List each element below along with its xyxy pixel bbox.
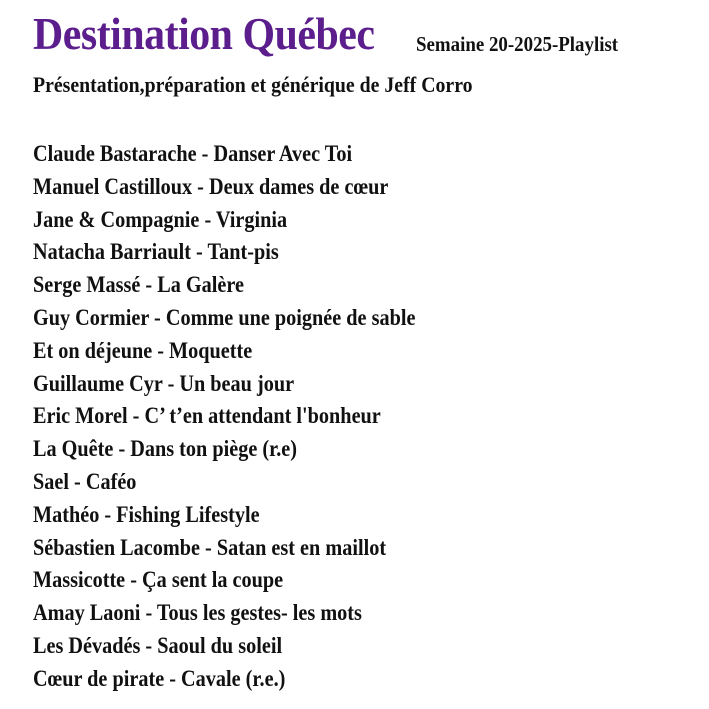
playlist-item: Et on déjeune - Moquette [33, 337, 253, 363]
playlist-item: Guy Cormier - Comme une poignée de sable [33, 304, 416, 330]
week-label: Semaine 20-2025-Playlist [416, 32, 619, 56]
playlist-item: Claude Bastarache - Danser Avec Toi [33, 141, 353, 166]
playlist-item: Massicotte - Ça sent la coupe [33, 567, 284, 593]
playlist-item: Les Dévadés - Saoul du soleil [33, 632, 283, 658]
playlist-item: Eric Morel - C’ t’en attendant l'bonheur [33, 403, 381, 429]
playlist-item: Mathéo - Fishing Lifestyle [33, 501, 260, 527]
page-title: Destination Québec [33, 9, 375, 59]
playlist-item: Jane & Compagnie - Virginia [33, 206, 288, 232]
playlist-item: Sébastien Lacombe - Satan est en maillot [33, 534, 387, 560]
playlist-item: Guillaume Cyr - Un beau jour [33, 370, 295, 396]
playlist-item: Serge Massé - La Galère [33, 272, 244, 298]
playlist-item: Natacha Barriault - Tant-pis [33, 239, 279, 265]
playlist-item: Sael - Caféo [33, 468, 137, 494]
credits-line: Présentation,préparation et générique de Jeff Corro [33, 72, 473, 97]
playlist-item: Amay Laoni - Tous les gestes- les mots [33, 600, 362, 626]
playlist-item: Manuel Castilloux - Deux dames de cœur [33, 173, 389, 199]
playlist-item: Cœur de pirate - Cavale (r.e.) [33, 665, 286, 691]
header [33, 8, 400, 60]
playlist [33, 138, 468, 696]
playlist-item: La Quête - Dans ton piège (r.e) [33, 436, 298, 462]
